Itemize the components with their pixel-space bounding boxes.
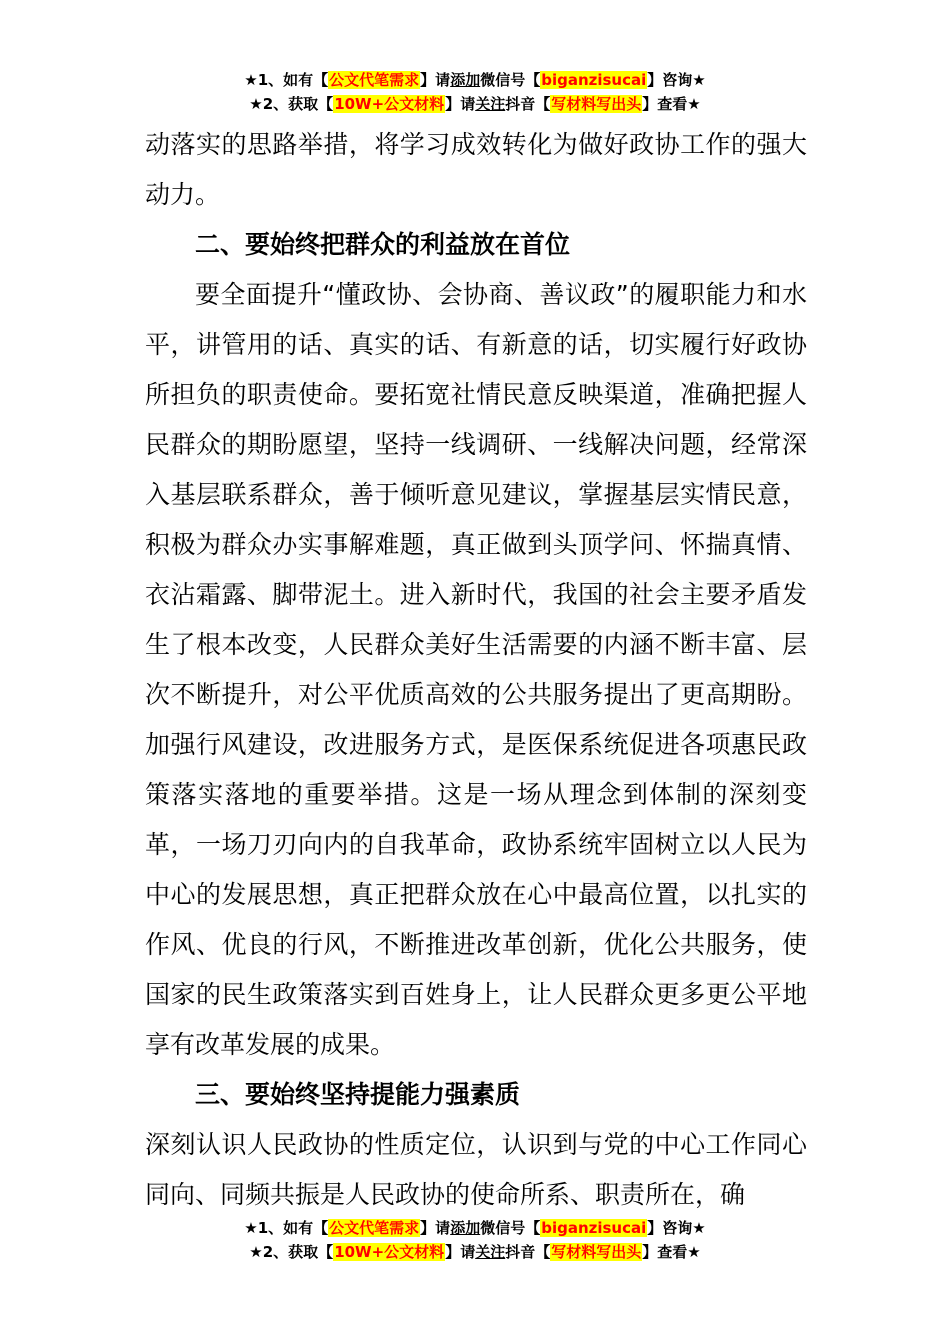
highlight-douyin: 写材料写出头: [551, 95, 642, 113]
paragraph-continuation: 动落实的思路举措，将学习成效转化为做好政协工作的强大动力。: [145, 130, 807, 209]
highlight-materials: 10W+公文材料: [334, 95, 445, 113]
section-heading-3: 三、要始终坚持提能力强素质: [195, 1080, 521, 1109]
banner-line-1: ★1、如有【公文代笔需求】请添加微信号【biganzisucai】咨询★: [244, 71, 706, 89]
highlight-materials: 10W+公文材料: [334, 1243, 445, 1261]
header-banner: [0, 68, 950, 116]
banner-line-1: ★1、如有【公文代笔需求】请添加微信号【biganzisucai】咨询★: [244, 1219, 706, 1237]
banner-line-2: ★2、获取【10W+公文材料】请关注抖音【写材料写出头】查看★: [249, 1243, 701, 1261]
footer-banner: [0, 1216, 950, 1264]
highlight-wechat-id: biganzisucai: [541, 1219, 647, 1237]
highlight-service: 公文代笔需求: [329, 71, 420, 89]
highlight-douyin: 写材料写出头: [551, 1243, 642, 1261]
section-heading-2: 二、要始终把群众的利益放在首位: [195, 230, 571, 259]
highlight-wechat-id: biganzisucai: [541, 71, 647, 89]
highlight-service: 公文代笔需求: [329, 1219, 420, 1237]
banner-line-2: ★2、获取【10W+公文材料】请关注抖音【写材料写出头】查看★: [249, 95, 701, 113]
document-body: [145, 120, 807, 1220]
paragraph-section-2: 要全面提升“懂政协、会协商、善议政”的履职能力和水平，讲管用的话、真实的话、有新意的话，切实履行好政协所担负的职责使命。要拓宽社情民意反映渠道，准确把握人民群众的期盼愿望，坚持一线调研、一线解决问题，经常深入基层联系群众，善于倾听意见建议，掌握基层实情民意，积极为群众办实事解难题，真正做到头顶学问、怀揣真情、衣沾霜露、脚带泥土。进入新时代，我国的社会主要矛盾发生了根本改变，人民群众美好生活需要的内涵不断丰富、层次不断提升，对公平优质高效的公共服务提出了更高期盼。加强行风建设，改进服务方式，是医保系统促进各项惠民政策落实落地的重要举措。这是一场从理念到体制的深刻变革，一场刀刃向内的自我革命，政协系统牢固树立以人民为中心的发展思想，真正把群众放在心中最高位置，以扎实的作风、优良的行风，不断推进改革创新，优化公共服务，使国家的民生政策落实到百姓身上，让人民群众更多更公平地享有改革发展的成果。: [145, 280, 807, 1059]
paragraph-section-3: 深刻认识人民政协的性质定位，认识到与党的中心工作同心同向、同频共振是人民政协的使命所系、职责所在，确: [145, 1130, 807, 1209]
